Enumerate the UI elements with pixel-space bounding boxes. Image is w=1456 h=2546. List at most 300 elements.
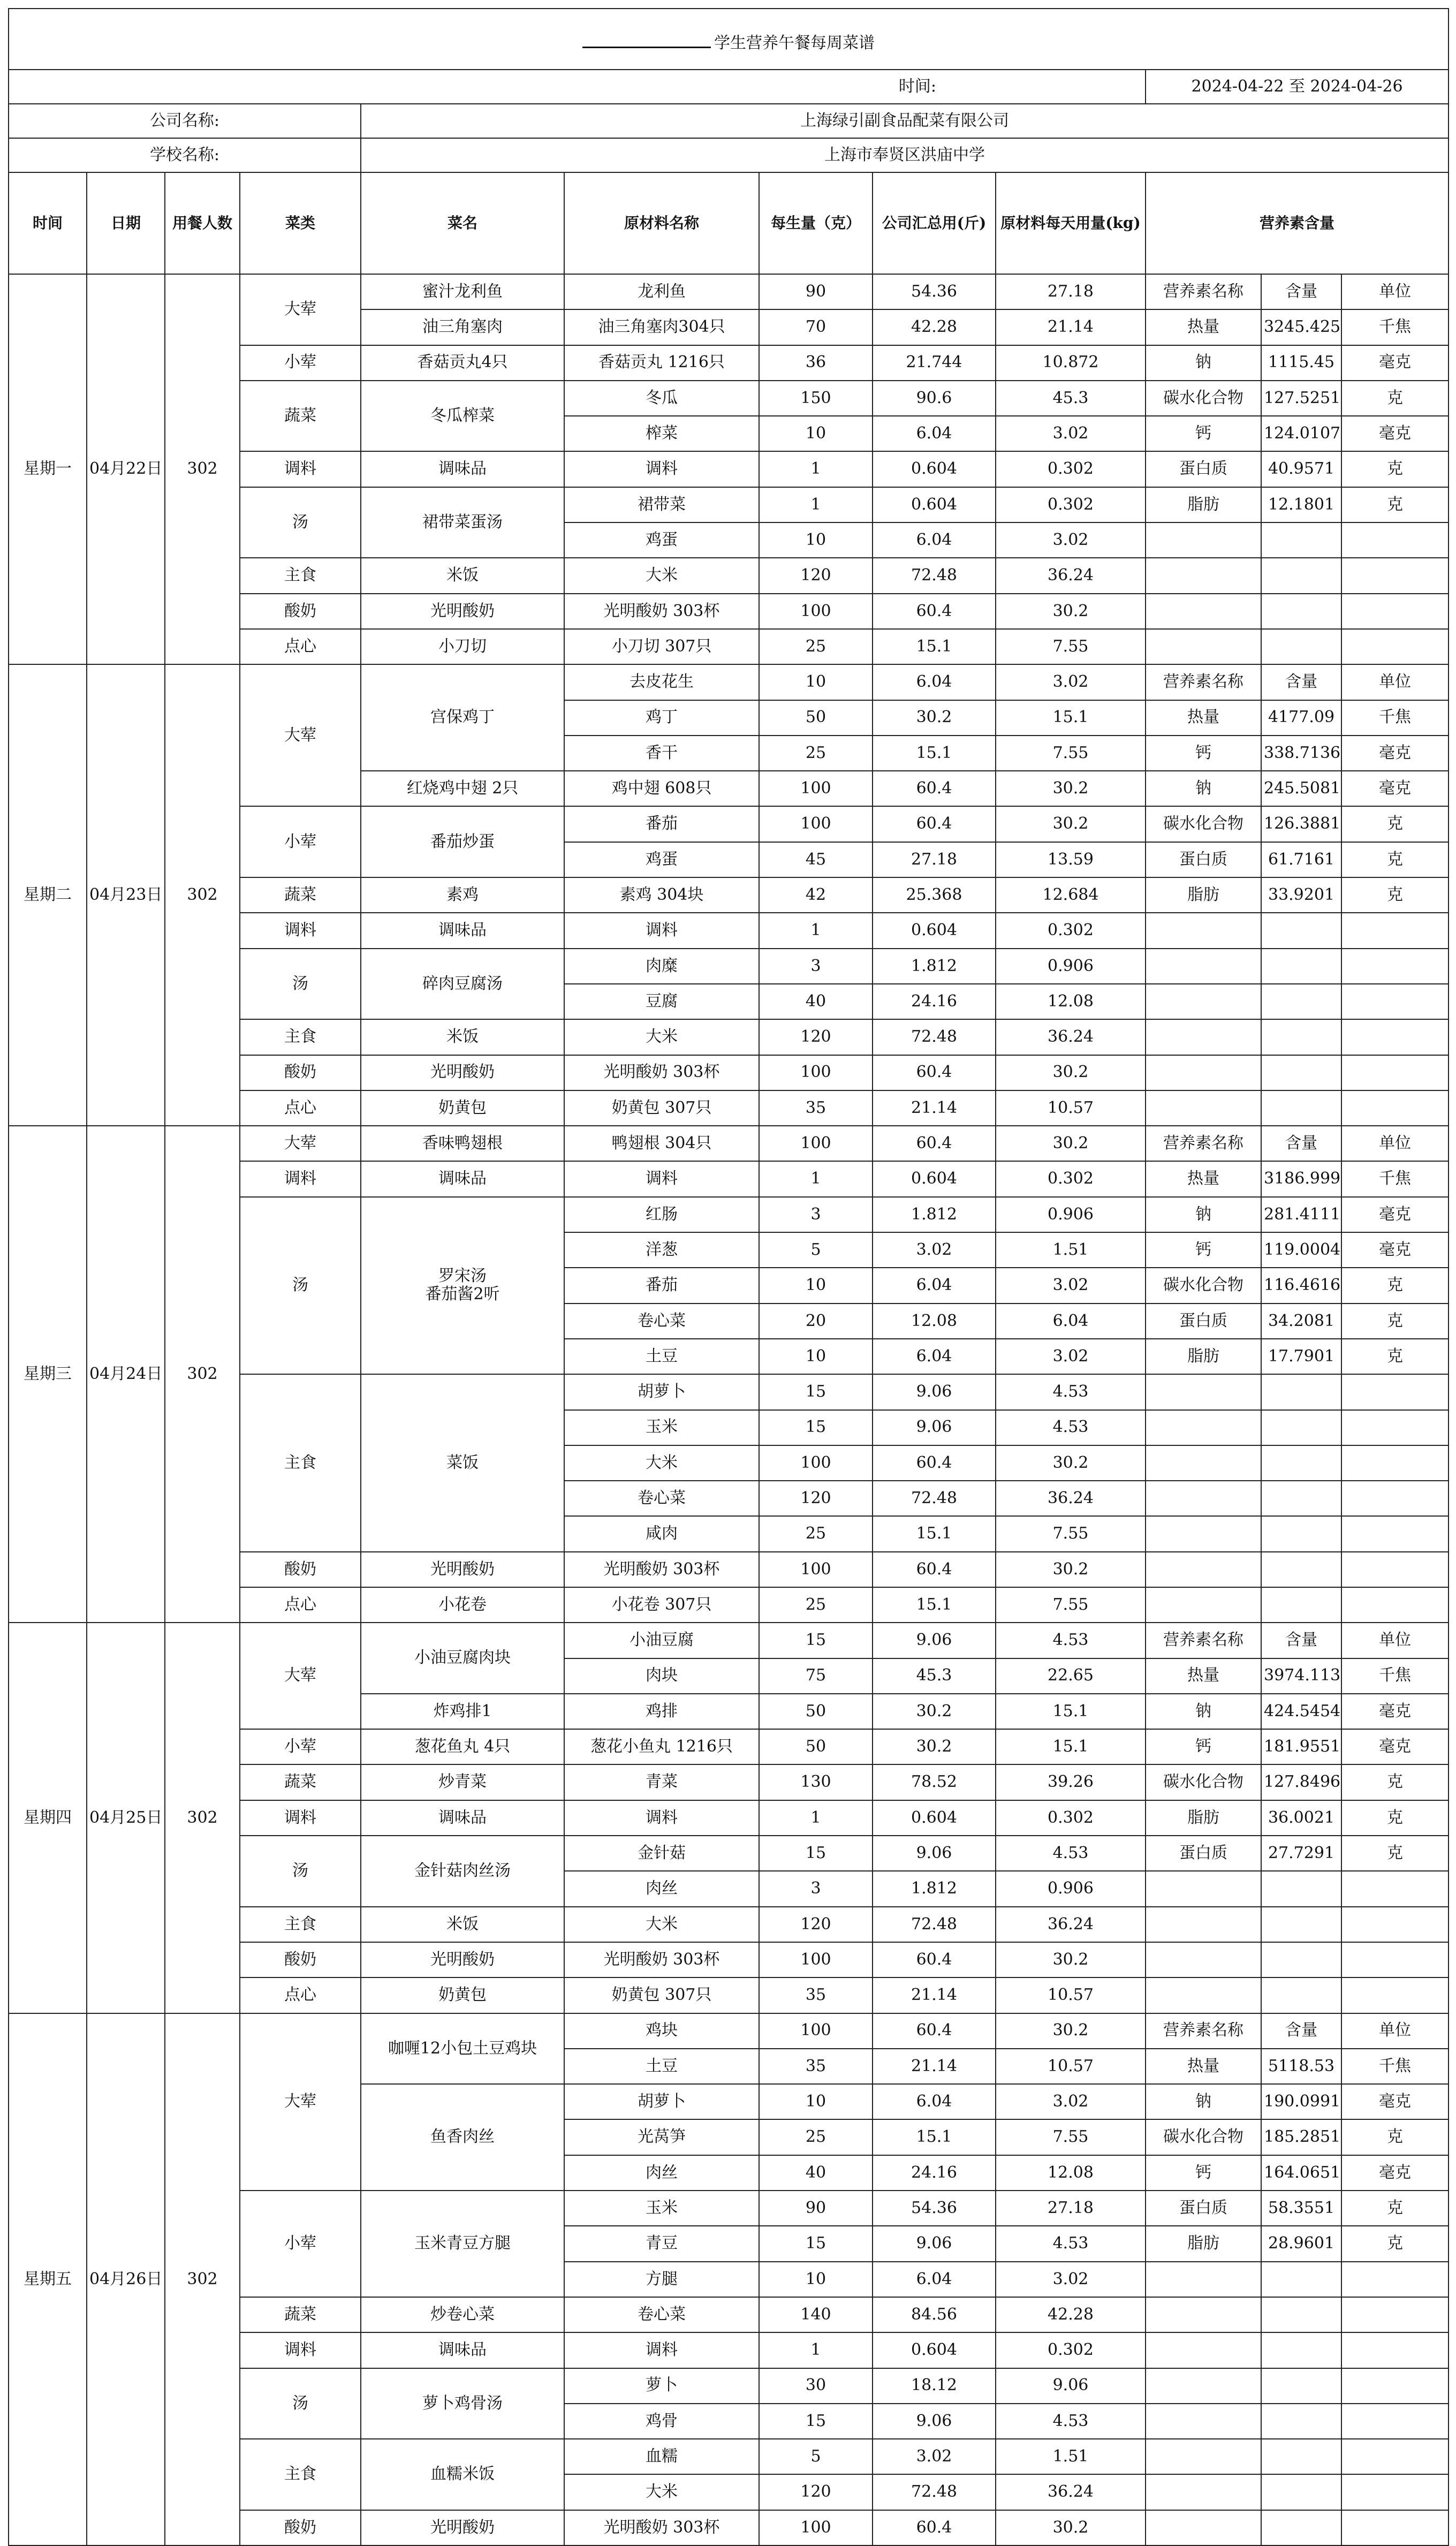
daily-kg-cell: 0.302 [996, 1161, 1146, 1196]
category-cell: 酸奶 [240, 594, 361, 629]
category-cell: 主食 [240, 2439, 361, 2510]
nutrient-unit-cell: 毫克 [1341, 2155, 1449, 2191]
daily-kg-cell: 0.302 [996, 451, 1146, 487]
material-cell: 榨菜 [564, 416, 759, 451]
dish-name-cell: 香菇贡丸4只 [361, 345, 564, 381]
nutrient-unit-cell [1341, 1410, 1449, 1445]
company-total-jin-cell: 72.48 [873, 2474, 996, 2510]
dish-name-cell: 光明酸奶 [361, 594, 564, 629]
company-total-jin-cell: 9.06 [873, 1374, 996, 1410]
material-cell: 调料 [564, 1800, 759, 1836]
nutrient-unit-cell [1341, 1977, 1449, 2013]
nutrient-name-cell [1146, 949, 1261, 984]
nutrient-unit-cell [1341, 1587, 1449, 1623]
nutrient-amount-cell: 3245.425 [1261, 309, 1341, 345]
grams-per-student-cell: 140 [759, 2297, 873, 2332]
nutrient-unit-cell: 克 [1341, 2119, 1449, 2155]
nutrient-amount-cell: 27.7291 [1261, 1836, 1341, 1871]
category-cell: 酸奶 [240, 1942, 361, 1977]
daily-kg-cell: 1.51 [996, 1232, 1146, 1268]
nutrient-amount-cell [1261, 1977, 1341, 2013]
daily-kg-cell: 3.02 [996, 664, 1146, 700]
nutrient-unit-cell: 单位 [1341, 1623, 1449, 1658]
company-total-jin-cell: 24.16 [873, 2155, 996, 2191]
material-cell: 卷心菜 [564, 1304, 759, 1339]
company-label: 公司名称: [9, 104, 361, 138]
material-cell: 鸡蛋 [564, 522, 759, 558]
nutrient-unit-cell: 毫克 [1341, 1197, 1449, 1232]
nutrient-name-cell: 营养素名称 [1146, 1126, 1261, 1161]
menu-table [8, 8, 1449, 2546]
nutrient-amount-cell [1261, 1019, 1341, 1055]
material-cell: 素鸡 304块 [564, 877, 759, 913]
nutrient-name-cell: 热量 [1146, 700, 1261, 736]
dish-name-cell: 奶黄包 [361, 1977, 564, 2013]
nutrient-name-cell [1146, 1090, 1261, 1126]
nutrient-amount-cell [1261, 1481, 1341, 1516]
material-cell: 胡萝卜 [564, 1374, 759, 1410]
dish-name-cell: 素鸡 [361, 877, 564, 913]
category-cell: 汤 [240, 1197, 361, 1374]
category-cell: 酸奶 [240, 1055, 361, 1090]
daily-kg-cell: 0.302 [996, 913, 1146, 948]
nutrient-amount-cell [1261, 2439, 1341, 2474]
grams-per-student-cell: 50 [759, 700, 873, 736]
dish-name-cell: 裙带菜蛋汤 [361, 487, 564, 558]
header-cell: 菜名 [361, 172, 564, 274]
company-total-jin-cell: 24.16 [873, 984, 996, 1019]
nutrient-amount-cell [1261, 1587, 1341, 1623]
company-total-jin-cell: 54.36 [873, 2191, 996, 2226]
grams-per-student-cell: 42 [759, 877, 873, 913]
nutrient-amount-cell [1261, 629, 1341, 664]
nutrient-unit-cell [1341, 629, 1449, 664]
nutrient-unit-cell: 克 [1341, 842, 1449, 877]
nutrient-amount-cell [1261, 2297, 1341, 2332]
dish-name-cell: 光明酸奶 [361, 1942, 564, 1977]
grams-per-student-cell: 10 [759, 522, 873, 558]
header-cell: 时间 [9, 172, 87, 274]
material-cell: 光明酸奶 303杯 [564, 594, 759, 629]
grams-per-student-cell: 15 [759, 1410, 873, 1445]
category-cell: 点心 [240, 1090, 361, 1126]
company-total-jin-cell: 45.3 [873, 1658, 996, 1694]
company-total-jin-cell: 15.1 [873, 2119, 996, 2155]
material-cell: 光明酸奶 303杯 [564, 1552, 759, 1587]
grams-per-student-cell: 100 [759, 1126, 873, 1161]
material-cell: 小刀切 307只 [564, 629, 759, 664]
nutrient-amount-cell [1261, 1445, 1341, 1481]
company-total-jin-cell: 60.4 [873, 2510, 996, 2545]
nutrient-name-cell [1146, 2332, 1261, 2368]
dish-name-cell: 血糯米饭 [361, 2439, 564, 2510]
company-total-jin-cell: 30.2 [873, 1729, 996, 1764]
company-total-jin-cell: 9.06 [873, 1836, 996, 1871]
nutrient-unit-cell [1341, 558, 1449, 593]
grams-per-student-cell: 1 [759, 1800, 873, 1836]
dish-name-cell: 米饭 [361, 1907, 564, 1942]
company-total-jin-cell: 6.04 [873, 1339, 996, 1374]
material-cell: 红肠 [564, 1197, 759, 1232]
material-cell: 鸡丁 [564, 700, 759, 736]
grams-per-student-cell: 3 [759, 1871, 873, 1906]
diners-cell: 302 [165, 1126, 240, 1623]
daily-kg-cell: 4.53 [996, 1374, 1146, 1410]
daily-kg-cell: 15.1 [996, 1694, 1146, 1729]
company-total-jin-cell: 42.28 [873, 309, 996, 345]
category-cell: 调料 [240, 451, 361, 487]
company-total-jin-cell: 1.812 [873, 949, 996, 984]
company-total-jin-cell: 15.1 [873, 1587, 996, 1623]
nutrient-unit-cell [1341, 2439, 1449, 2474]
grams-per-student-cell: 120 [759, 1481, 873, 1516]
daily-kg-cell: 7.55 [996, 2119, 1146, 2155]
weekday-cell: 星期三 [9, 1126, 87, 1623]
company-total-jin-cell: 0.604 [873, 1161, 996, 1196]
company-total-jin-cell: 72.48 [873, 558, 996, 593]
daily-kg-cell: 0.302 [996, 1800, 1146, 1836]
nutrient-name-cell: 脂肪 [1146, 1339, 1261, 1374]
nutrient-amount-cell: 3974.113 [1261, 1658, 1341, 1694]
nutrient-amount-cell [1261, 1090, 1341, 1126]
category-cell: 汤 [240, 949, 361, 1020]
nutrient-name-cell: 碳水化合物 [1146, 1268, 1261, 1303]
nutrient-unit-cell: 毫克 [1341, 1232, 1449, 1268]
company-total-jin-cell: 9.06 [873, 2226, 996, 2261]
nutrient-name-cell [1146, 1977, 1261, 2013]
daily-kg-cell: 10.57 [996, 1090, 1146, 1126]
nutrient-unit-cell [1341, 594, 1449, 629]
nutrient-name-cell: 钠 [1146, 1694, 1261, 1729]
company-total-jin-cell: 30.2 [873, 700, 996, 736]
header-cell: 用餐人数 [165, 172, 240, 274]
page-title [9, 9, 1449, 70]
material-cell: 葱花小鱼丸 1216只 [564, 1729, 759, 1764]
nutrient-unit-cell [1341, 2262, 1449, 2297]
dish-name-cell: 红烧鸡中翅 2只 [361, 771, 564, 806]
grams-per-student-cell: 10 [759, 416, 873, 451]
nutrient-unit-cell [1341, 522, 1449, 558]
nutrient-unit-cell [1341, 1374, 1449, 1410]
material-cell: 方腿 [564, 2262, 759, 2297]
grams-per-student-cell: 35 [759, 1090, 873, 1126]
company-total-jin-cell: 15.1 [873, 1516, 996, 1551]
material-cell: 鸡骨 [564, 2404, 759, 2439]
material-cell: 大米 [564, 2474, 759, 2510]
daily-kg-cell: 0.302 [996, 487, 1146, 522]
daily-kg-cell: 30.2 [996, 1942, 1146, 1977]
material-cell: 肉块 [564, 1658, 759, 1694]
title-blank-line [582, 25, 711, 48]
nutrient-unit-cell: 克 [1341, 877, 1449, 913]
category-cell: 蔬菜 [240, 877, 361, 913]
daily-kg-cell: 0.906 [996, 1871, 1146, 1906]
nutrient-amount-cell: 185.2851 [1261, 2119, 1341, 2155]
material-cell: 胡萝卜 [564, 2084, 759, 2119]
nutrient-unit-cell [1341, 1019, 1449, 1055]
material-cell: 青菜 [564, 1764, 759, 1800]
material-cell: 血糯 [564, 2439, 759, 2474]
grams-per-student-cell: 40 [759, 2155, 873, 2191]
school-name: 上海市奉贤区洪庙中学 [361, 138, 1449, 172]
material-cell: 咸肉 [564, 1516, 759, 1551]
nutrient-name-cell: 钙 [1146, 736, 1261, 771]
nutrient-unit-cell: 克 [1341, 1800, 1449, 1836]
grams-per-student-cell: 3 [759, 1197, 873, 1232]
nutrient-amount-cell [1261, 1871, 1341, 1906]
company-total-jin-cell: 3.02 [873, 2439, 996, 2474]
nutrient-unit-cell: 克 [1341, 1836, 1449, 1871]
daily-kg-cell: 6.04 [996, 1304, 1146, 1339]
header-cell: 日期 [87, 172, 165, 274]
nutrient-unit-cell [1341, 949, 1449, 984]
category-cell: 蔬菜 [240, 1764, 361, 1800]
daily-kg-cell: 3.02 [996, 1268, 1146, 1303]
nutrient-name-cell [1146, 2474, 1261, 2510]
daily-kg-cell: 13.59 [996, 842, 1146, 877]
nutrient-name-cell: 脂肪 [1146, 2226, 1261, 2261]
daily-kg-cell: 45.3 [996, 381, 1146, 416]
material-cell: 香干 [564, 736, 759, 771]
material-cell: 冬瓜 [564, 381, 759, 416]
grams-per-student-cell: 25 [759, 629, 873, 664]
material-cell: 玉米 [564, 2191, 759, 2226]
grams-per-student-cell: 75 [759, 1658, 873, 1694]
nutrient-name-cell: 热量 [1146, 1658, 1261, 1694]
material-cell: 青豆 [564, 2226, 759, 2261]
company-total-jin-cell: 0.604 [873, 451, 996, 487]
nutrient-amount-cell: 5118.53 [1261, 2049, 1341, 2084]
category-cell: 大荤 [240, 274, 361, 345]
header-row [9, 172, 1449, 274]
nutrient-unit-cell: 克 [1341, 487, 1449, 522]
material-cell: 玉米 [564, 1410, 759, 1445]
company-total-jin-cell: 3.02 [873, 1232, 996, 1268]
company-total-jin-cell: 60.4 [873, 1445, 996, 1481]
daily-kg-cell: 3.02 [996, 2084, 1146, 2119]
nutrient-amount-cell: 40.9571 [1261, 451, 1341, 487]
category-cell: 主食 [240, 1907, 361, 1942]
company-total-jin-cell: 0.604 [873, 487, 996, 522]
material-cell: 番茄 [564, 1268, 759, 1303]
nutrient-unit-cell: 毫克 [1341, 2084, 1449, 2119]
nutrient-amount-cell [1261, 594, 1341, 629]
grams-per-student-cell: 45 [759, 842, 873, 877]
category-cell: 酸奶 [240, 2510, 361, 2545]
material-cell: 奶黄包 307只 [564, 1090, 759, 1126]
nutrient-name-cell [1146, 2439, 1261, 2474]
company-total-jin-cell: 21.744 [873, 345, 996, 381]
date-range: 2024-04-22 至 2024-04-26 [1146, 70, 1449, 104]
grams-per-student-cell: 50 [759, 1694, 873, 1729]
company-total-jin-cell: 21.14 [873, 2049, 996, 2084]
nutrient-name-cell: 钙 [1146, 1729, 1261, 1764]
material-cell: 裙带菜 [564, 487, 759, 522]
nutrient-amount-cell: 338.7136 [1261, 736, 1341, 771]
daily-kg-cell: 22.65 [996, 1658, 1146, 1694]
material-cell: 卷心菜 [564, 1481, 759, 1516]
dish-name-cell: 调味品 [361, 1800, 564, 1836]
weekday-cell: 星期二 [9, 664, 87, 1126]
material-cell: 调料 [564, 451, 759, 487]
grams-per-student-cell: 35 [759, 2049, 873, 2084]
company-total-jin-cell: 6.04 [873, 2084, 996, 2119]
nutrient-unit-cell: 毫克 [1341, 416, 1449, 451]
nutrient-amount-cell: 12.1801 [1261, 487, 1341, 522]
diners-cell: 302 [165, 664, 240, 1126]
dish-name-cell: 调味品 [361, 451, 564, 487]
nutrient-name-cell: 蛋白质 [1146, 1304, 1261, 1339]
daily-kg-cell: 0.906 [996, 949, 1146, 984]
category-cell: 调料 [240, 913, 361, 948]
school-label: 学校名称: [9, 138, 361, 172]
grams-per-student-cell: 120 [759, 1907, 873, 1942]
grams-per-student-cell: 1 [759, 487, 873, 522]
grams-per-student-cell: 100 [759, 1445, 873, 1481]
dish-name-cell: 金针菇肉丝汤 [361, 1836, 564, 1907]
company-total-jin-cell: 90.6 [873, 381, 996, 416]
grams-per-student-cell: 25 [759, 1516, 873, 1551]
grams-per-student-cell: 1 [759, 1161, 873, 1196]
grams-per-student-cell: 1 [759, 451, 873, 487]
grams-per-student-cell: 130 [759, 1764, 873, 1800]
company-total-jin-cell: 21.14 [873, 1090, 996, 1126]
daily-kg-cell: 30.2 [996, 806, 1146, 842]
nutrient-unit-cell [1341, 1481, 1449, 1516]
category-cell: 小荤 [240, 1729, 361, 1764]
category-cell: 蔬菜 [240, 381, 361, 452]
table-row [9, 274, 1449, 309]
nutrient-name-cell: 营养素名称 [1146, 2013, 1261, 2049]
material-cell: 鸭翅根 304只 [564, 1126, 759, 1161]
grams-per-student-cell: 100 [759, 1552, 873, 1587]
nutrient-name-cell: 蛋白质 [1146, 2191, 1261, 2226]
dish-name-cell: 小花卷 [361, 1587, 564, 1623]
nutrient-amount-cell [1261, 1516, 1341, 1551]
company-total-jin-cell: 6.04 [873, 2262, 996, 2297]
nutrient-name-cell [1146, 1019, 1261, 1055]
daily-kg-cell: 30.2 [996, 1126, 1146, 1161]
daily-kg-cell: 12.684 [996, 877, 1146, 913]
company-total-jin-cell: 72.48 [873, 1481, 996, 1516]
category-cell: 大荤 [240, 664, 361, 806]
grams-per-student-cell: 100 [759, 2013, 873, 2049]
daily-kg-cell: 7.55 [996, 1516, 1146, 1551]
nutrient-amount-cell [1261, 1552, 1341, 1587]
nutrient-name-cell: 营养素名称 [1146, 664, 1261, 700]
daily-kg-cell: 12.08 [996, 2155, 1146, 2191]
grams-per-student-cell: 10 [759, 2262, 873, 2297]
daily-kg-cell: 7.55 [996, 1587, 1146, 1623]
dish-name-cell: 罗宋汤 番茄酱2听 [361, 1197, 564, 1374]
header-cell: 菜类 [240, 172, 361, 274]
dish-name-cell: 鱼香肉丝 [361, 2084, 564, 2191]
daily-kg-cell: 15.1 [996, 700, 1146, 736]
nutrient-unit-cell [1341, 2404, 1449, 2439]
nutrient-amount-cell: 424.5454 [1261, 1694, 1341, 1729]
category-cell: 主食 [240, 1019, 361, 1055]
date-cell: 04月22日 [87, 274, 165, 664]
company-total-jin-cell: 60.4 [873, 594, 996, 629]
dish-name-cell: 调味品 [361, 913, 564, 948]
grams-per-student-cell: 100 [759, 806, 873, 842]
nutrient-amount-cell: 127.5251 [1261, 381, 1341, 416]
material-cell: 洋葱 [564, 1232, 759, 1268]
nutrient-name-cell [1146, 629, 1261, 664]
nutrient-amount-cell [1261, 2510, 1341, 2545]
company-total-jin-cell: 78.52 [873, 1764, 996, 1800]
nutrient-unit-cell [1341, 1055, 1449, 1090]
dish-name-cell: 奶黄包 [361, 1090, 564, 1126]
grams-per-student-cell: 10 [759, 1339, 873, 1374]
dish-name-cell: 调味品 [361, 1161, 564, 1196]
grams-per-student-cell: 15 [759, 2404, 873, 2439]
grams-per-student-cell: 10 [759, 1268, 873, 1303]
company-total-jin-cell: 60.4 [873, 771, 996, 806]
daily-kg-cell: 30.2 [996, 1445, 1146, 1481]
company-total-jin-cell: 54.36 [873, 274, 996, 309]
daily-kg-cell: 36.24 [996, 2474, 1146, 2510]
daily-kg-cell: 4.53 [996, 2226, 1146, 2261]
dish-name-cell: 咖喱12小包土豆鸡块 [361, 2013, 564, 2085]
grams-per-student-cell: 30 [759, 2368, 873, 2404]
company-total-jin-cell: 25.368 [873, 877, 996, 913]
daily-kg-cell: 36.24 [996, 1907, 1146, 1942]
material-cell: 鸡蛋 [564, 842, 759, 877]
nutrient-unit-cell: 毫克 [1341, 345, 1449, 381]
weekday-cell: 星期五 [9, 2013, 87, 2545]
nutrient-unit-cell: 单位 [1341, 1126, 1449, 1161]
company-total-jin-cell: 27.18 [873, 842, 996, 877]
daily-kg-cell: 30.2 [996, 1055, 1146, 1090]
dish-name-cell: 番茄炒蛋 [361, 806, 564, 877]
nutrient-name-cell: 热量 [1146, 1161, 1261, 1196]
daily-kg-cell: 3.02 [996, 522, 1146, 558]
material-cell: 龙利鱼 [564, 274, 759, 309]
material-cell: 光明酸奶 303杯 [564, 1942, 759, 1977]
material-cell: 香菇贡丸 1216只 [564, 345, 759, 381]
diners-cell: 302 [165, 274, 240, 664]
company-total-jin-cell: 30.2 [873, 1694, 996, 1729]
dish-name-cell: 炸鸡排1 [361, 1694, 564, 1729]
nutrient-unit-cell [1341, 2297, 1449, 2332]
category-cell: 大荤 [240, 1126, 361, 1161]
material-cell: 调料 [564, 913, 759, 948]
nutrient-name-cell: 钠 [1146, 345, 1261, 381]
date-cell: 04月23日 [87, 664, 165, 1126]
daily-kg-cell: 36.24 [996, 1481, 1146, 1516]
nutrient-name-cell: 钙 [1146, 2155, 1261, 2191]
nutrient-name-cell [1146, 522, 1261, 558]
nutrient-amount-cell: 含量 [1261, 2013, 1341, 2049]
nutrient-name-cell [1146, 2297, 1261, 2332]
nutrient-amount-cell: 164.0651 [1261, 2155, 1341, 2191]
daily-kg-cell: 3.02 [996, 2262, 1146, 2297]
daily-kg-cell: 36.24 [996, 558, 1146, 593]
daily-kg-cell: 15.1 [996, 1729, 1146, 1764]
grams-per-student-cell: 5 [759, 2439, 873, 2474]
company-total-jin-cell: 72.48 [873, 1019, 996, 1055]
nutrient-name-cell: 碳水化合物 [1146, 381, 1261, 416]
nutrient-unit-cell [1341, 2474, 1449, 2510]
company-total-jin-cell: 15.1 [873, 736, 996, 771]
nutrient-amount-cell: 58.3551 [1261, 2191, 1341, 2226]
header-cell: 营养素含量 [1146, 172, 1449, 274]
nutrient-unit-cell [1341, 984, 1449, 1019]
category-cell: 点心 [240, 629, 361, 664]
category-cell: 主食 [240, 1374, 361, 1551]
category-cell: 调料 [240, 1161, 361, 1196]
